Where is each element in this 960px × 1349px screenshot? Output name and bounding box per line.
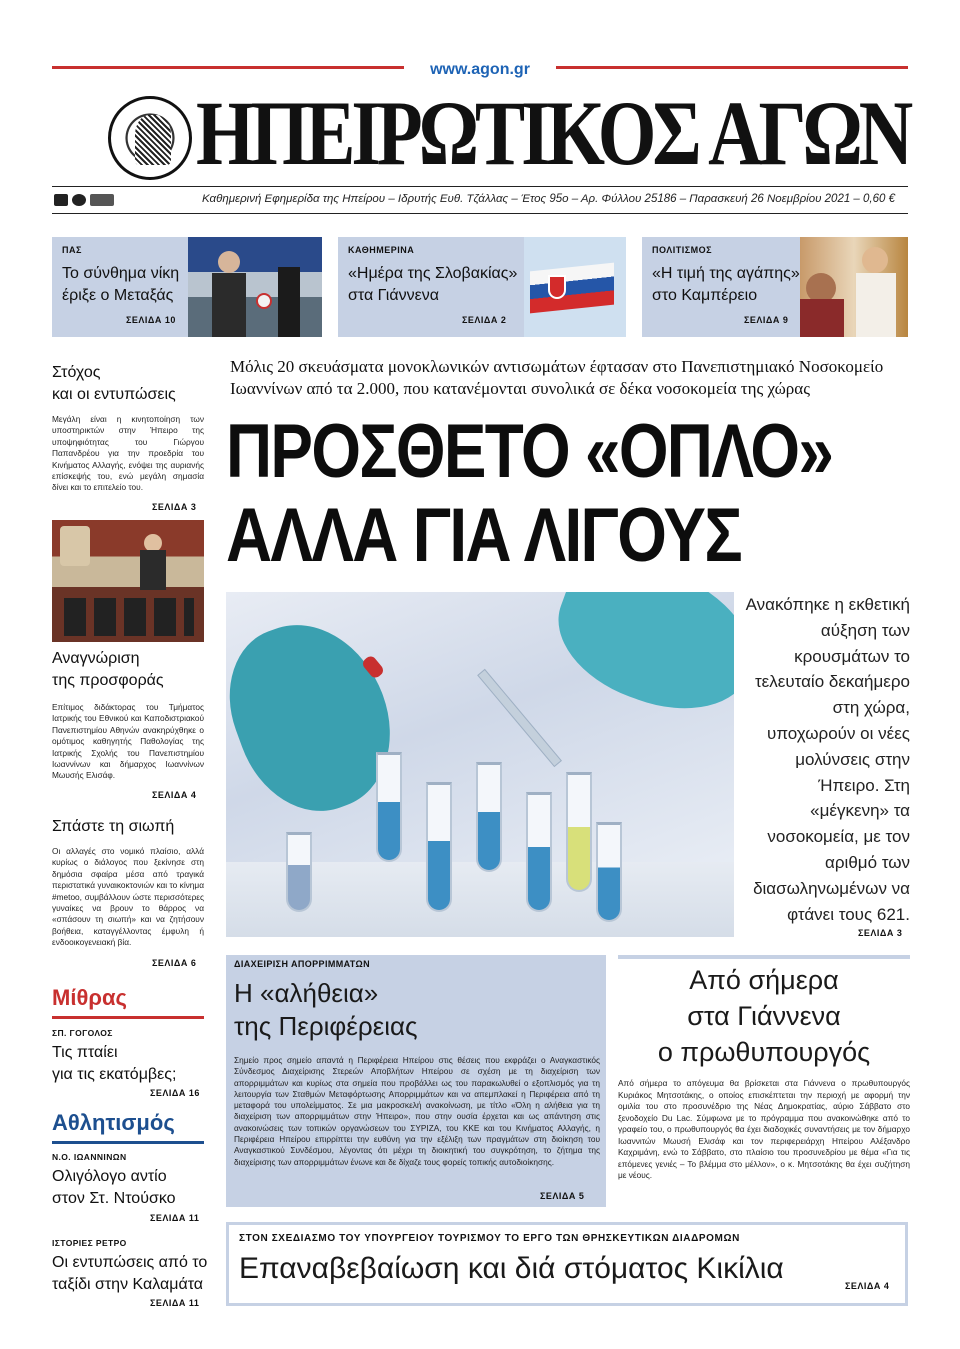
waste-kicker: ΔΙΑΧΕΙΡΙΣΗ ΑΠΟΡΡΙΜΜΑΤΩΝ: [234, 959, 371, 969]
actress-face: [862, 247, 888, 273]
headline-line: ΑΛΛΑ ΓΙΑ ΛΙΓΟΥΣ: [226, 493, 741, 578]
main-photo-lab: [226, 592, 734, 937]
test-tube: [526, 792, 552, 912]
sports-title[interactable]: [52, 1252, 207, 1296]
sports-title-line: ταξίδι στην Καλαμάτα: [52, 1276, 204, 1293]
pm-top-rule: [618, 955, 910, 959]
sidebar-story-title[interactable]: Σπάστε τη σιωπή: [52, 818, 175, 835]
sports-title-line: Οι εντυπώσεις από το: [52, 1254, 208, 1271]
sidebar-story-body: Επίτιμος διδάκτορας του Τμήματος Ιατρικής του Εθνικού και Καποδιστριακού Πανεπιστημίου Αθηνών ανακηρύχθηκε ο ομότιμος καθηγητής Παθολογίας της Ιατρικής Σχολής του Πανεπιστημίου Ιωαννίνων και δήμαρχος Ιωαννίνων Μωυσής Ελισάφ.: [52, 702, 204, 781]
speaker-body: [140, 550, 166, 590]
sports-page-ref: ΣΕΛΙΔΑ 11: [150, 1213, 200, 1223]
eiea-logo-icon: [90, 194, 114, 206]
ceremony-photo: [52, 520, 204, 642]
strapline-line: Μόλις 20 σκευάσματα μονοκλωνικών αντισωμάτων έφτασαν στο Πανεπιστημιακό Νοσοκομείο: [230, 357, 884, 376]
association-logo-icon: [72, 194, 86, 206]
pm-title-line: στα Γιάννενα: [687, 1001, 841, 1031]
test-tube: [286, 832, 312, 912]
header-rule-right: [556, 66, 908, 69]
sidebar-story-body: Μεγάλη είναι η κινητοποίηση των υποστηρικτών στην Ήπειρο της υποψηφιότητας του Γιώργου Παπανδρέου για την προεδρία του Κινήματος Αλλαγής, ενόψει της αυριανής επίσκεψής του, ενώ μεγάλη σημασία δίνει και το επιτελείο του.: [52, 414, 204, 493]
column-page-ref: ΣΕΛΙΔΑ 16: [150, 1088, 200, 1098]
waste-title-line: της Περιφέρειας: [234, 1011, 418, 1041]
teaser-title: [652, 263, 800, 307]
slovak-flag-icon: [530, 263, 614, 314]
masthead-title: ΗΠΕΙΡΩΤΙΚΟΣ ΑΓΩΝ: [196, 82, 910, 184]
sports-title-line: Ολιγόλογο αντίο: [52, 1168, 167, 1185]
pm-title-line: ο πρωθυπουργός: [657, 1037, 871, 1067]
teaser-kicker: ΚΑΘΗΜΕΡΙΝΑ: [348, 245, 415, 255]
site-url[interactable]: www.agon.gr: [430, 61, 530, 78]
actress-dress: [856, 273, 896, 337]
flag-shield-icon: [548, 275, 566, 299]
teaser-title-line: στα Γιάννενα: [348, 287, 439, 304]
tourism-story-box[interactable]: [226, 1222, 908, 1306]
main-strapline: [230, 356, 910, 400]
sports-page-ref: ΣΕΛΙΔΑ 11: [150, 1298, 200, 1308]
test-tube: [476, 762, 502, 872]
main-page-ref: ΣΕΛΙΔΑ 3: [858, 928, 903, 938]
press-logo-icon: [54, 194, 68, 206]
coach-head: [218, 251, 240, 273]
waste-title-line: Η «αλήθεια»: [234, 978, 379, 1008]
test-tube: [566, 772, 592, 892]
column-title[interactable]: [52, 1042, 176, 1086]
coach-body: [212, 273, 246, 337]
strapline-line: Ιωαννίνων από τα 2.000, που κατανέμονται συνολικά σε δέκα νοσοκομεία της χώρας: [230, 379, 810, 398]
portrait-frame: [60, 526, 90, 566]
sidebar-title-line: Αναγνώριση: [52, 650, 140, 667]
glove-hand-right: [540, 592, 734, 732]
teaser-photo-flag: [524, 237, 626, 337]
section-rule-red: [52, 1016, 204, 1019]
header-rule-left: [52, 66, 404, 69]
main-lead-text: Ανακόπηκε η εκθετική αύξηση των κρουσμάτων το τελευταίο δεκαήμερο στη χώρα, υποχωρούν οι νέες μολύνσεις στην Ήπειρο. Στη «μέγκενη» τα νοσοκομεία, με τον αριθμό των διασωληνωμένων να φτάνει τους 621.: [745, 595, 910, 924]
pm-title-line: Από σήμερα: [689, 965, 839, 995]
pipette: [477, 669, 562, 767]
sports-kicker: Ν.Ο. ΙΩΑΝΝΙΝΩΝ: [52, 1152, 127, 1162]
teaser-page: ΣΕΛΙΔΑ 9: [744, 315, 789, 325]
column-author: ΣΠ. ΓΟΓΟΛΟΣ: [52, 1028, 113, 1038]
column-title-line: για τις εκατόμβες;: [52, 1066, 177, 1083]
waste-story-box[interactable]: [226, 955, 606, 1207]
headline-line: ΠΡΟΣΘΕΤΟ «ΟΠΛΟ»: [226, 409, 833, 494]
teaser-title-line: «Η τιμή της αγάπης»: [652, 265, 800, 282]
teaser-page: ΣΕΛΙΔΑ 10: [126, 315, 176, 325]
pm-body: Από σήμερα το απόγευμα θα βρίσκεται στα Γιάννενα ο πρωθυπουργός Κυριάκος Μητσοτάκης, ο οποίος επισκέπτεται την περιοχή με αφορμή την ομιλία του στο προσυνέδριο της Νέας Δημοκρατίας, αύριο Σάββατο στο ξενοδοχείο Du Lac. Σύμφωνα με το πρόγραμμα που ανακοινώθηκε από το γραφείο του, ο πρωθυπουργός θα έχει διαδοχικές συναντήσεις με τον δήμαρχο Ιωαννιτών Μωυσή Ελισάφ και τον περιφερειάρχη Ηπείρου Αλέξανδρο Καχριμάνη, ενώ το Σάββατο, στο πλαίσιο του προσυνεδρίου με θέμα «Για τις επόμενες γενιές – Το βλέμμα στο μέλλον», ο κ. Μητσοτάκης θα έχει συζήτηση με νέους.: [618, 1078, 910, 1180]
test-tube: [596, 822, 622, 922]
pm-title[interactable]: [618, 962, 910, 1070]
waste-page-ref: ΣΕΛΙΔΑ 5: [540, 1191, 585, 1201]
teaser-photo-football: [188, 237, 322, 337]
waste-body: Σημείο προς σημείο απαντά η Περιφέρεια Ηπείρου στις θέσεις που εκφράζει ο Αναγκαστικός Σύνδεσμος Διαχείρισης Στερεών Αποβλήτων Ηπείρου σε σχέση με τη διαχείριση των απορριμμάτων και κυρίως στα σημεία που προβάλλει ως του παρακωλυθεί ο εξοπλισμός για τη λειτουργία των Σταθμών Μεταφόρτωσης Απορριμμάτων και να απεμπλακεί η Περιφέρεια από τη μεταφορά του υπολείμματος. Σε μια μακροσκελή ανακοίνωση, με τίτλο «Όλη η αλήθεια για τη διαχείριση των απορριμμάτων στην Ήπειρο», που στην ουσία έρχεται και ως απάντηση στις ανακοινώσεις των τοπικών οργανώσεων του ΣΥΡΙΖΑ, του ΚΚΕ και του Κινήματος Αλλαγής, η Περιφέρεια Ηπείρου επιρρίπτει την ευθύνη για την εξέλιξη των πραγμάτων στη διοίκηση του Αναγκαστικού Συνδέσμου, λέγοντας ότι μέχρι τη διοικητική του συγκρότηση, το ζήτημα της διαχείρισης των απορριμμάτων ένωνε και δε δίχαζε τους φορείς τοπικής αυτοδιοίκησης.: [234, 1055, 600, 1167]
column-title-line: Τις πταίει: [52, 1044, 118, 1061]
teaser-title-line: έριξε ο Μεταξάς: [62, 287, 174, 304]
teaser-slovakia[interactable]: [338, 237, 626, 337]
referee-figure: [278, 267, 300, 337]
teaser-pas[interactable]: [52, 237, 322, 337]
teaser-culture[interactable]: [642, 237, 908, 337]
issue-info: Καθημερινή Εφημερίδα της Ηπείρου – Ιδρυτής Ευθ. Τζάλλας – Έτος 95ο – Αρ. Φύλλου 25186 – Παρασκευή 26 Νοεμβρίου 2021 – 0,60 €: [202, 193, 895, 205]
teaser-page: ΣΕΛΙΔΑ 2: [462, 315, 507, 325]
sports-title-line: στον Στ. Ντούσκο: [52, 1190, 176, 1207]
sports-kicker: ΙΣΤΟΡΙΕΣ ΡΕΤΡΟ: [52, 1238, 127, 1248]
test-tube: [376, 752, 402, 862]
teaser-title-line: Το σύνθημα νίκη: [62, 265, 180, 282]
waste-title: [234, 977, 418, 1043]
sidebar-story-title[interactable]: [52, 362, 176, 406]
info-bar: [52, 186, 908, 214]
teaser-photo-theatre: [800, 237, 908, 337]
main-headline[interactable]: [226, 409, 833, 578]
tourism-kicker: ΣΤΟΝ ΣΧΕΔΙΑΣΜΟ ΤΟΥ ΥΠΟΥΡΓΕΙΟΥ ΤΟΥΡΙΣΜΟΥ ΤΟ ΕΡΓΟ ΤΩΝ ΘΡΗΣΚΕΥΤΙΚΩΝ ΔΙΑΔΡΟΜΩΝ: [239, 1233, 740, 1244]
sidebar-title-line: και οι εντυπώσεις: [52, 386, 176, 403]
teaser-title: [348, 263, 517, 307]
sidebar-title-line: της προσφοράς: [52, 672, 164, 689]
test-tube: [426, 782, 452, 912]
sidebar-title-line: Στόχος: [52, 364, 101, 381]
tourism-title: Επαναβεβαίωση και διά στόματος Κικίλια: [239, 1252, 784, 1285]
section-rule-blue: [52, 1141, 204, 1144]
teaser-title-line: στο Καμπέρειο: [652, 287, 758, 304]
column-title-mithras: Μίθρας: [52, 985, 127, 1010]
ball-icon: [256, 293, 272, 309]
teaser-kicker: ΠΑΣ: [62, 245, 82, 255]
audience-row: [64, 598, 194, 636]
actor-body: [800, 299, 844, 337]
sidebar-story-title[interactable]: [52, 648, 164, 692]
sidebar-page-ref: ΣΕΛΙΔΑ 4: [152, 790, 197, 800]
teaser-title-line: «Ημέρα της Σλοβακίας»: [348, 265, 518, 282]
section-title-sports: Αθλητισμός: [52, 1110, 175, 1135]
seal-figure: [135, 115, 171, 165]
tourism-page-ref: ΣΕΛΙΔΑ 4: [845, 1281, 890, 1291]
sidebar-story-body: Οι αλλαγές στο νομικό πλαίσιο, αλλά κυρίως ο διάλογος που ξεκίνησε στη δημόσια σφαίρα μέσα από τραγικά περιστατικά γυναικοκτονιών και το κίνημα #metoo, συμβάλλουν ώστε περισσότερες γυναίκες να βρουν το θάρρος να «σπάσουν τη σιωπή» και να ζητήσουν βοήθεια, καταγγέλλοντας έμφυλη ή ενδοοικογενειακή βία.: [52, 846, 204, 948]
seal-logo-icon: [108, 96, 192, 180]
teaser-kicker: ΠΟΛΙΤΙΣΜΟΣ: [652, 245, 713, 255]
teaser-title: [62, 263, 179, 307]
sidebar-page-ref: ΣΕΛΙΔΑ 3: [152, 502, 197, 512]
sports-title[interactable]: [52, 1166, 176, 1210]
sidebar-page-ref: ΣΕΛΙΔΑ 6: [152, 958, 197, 968]
